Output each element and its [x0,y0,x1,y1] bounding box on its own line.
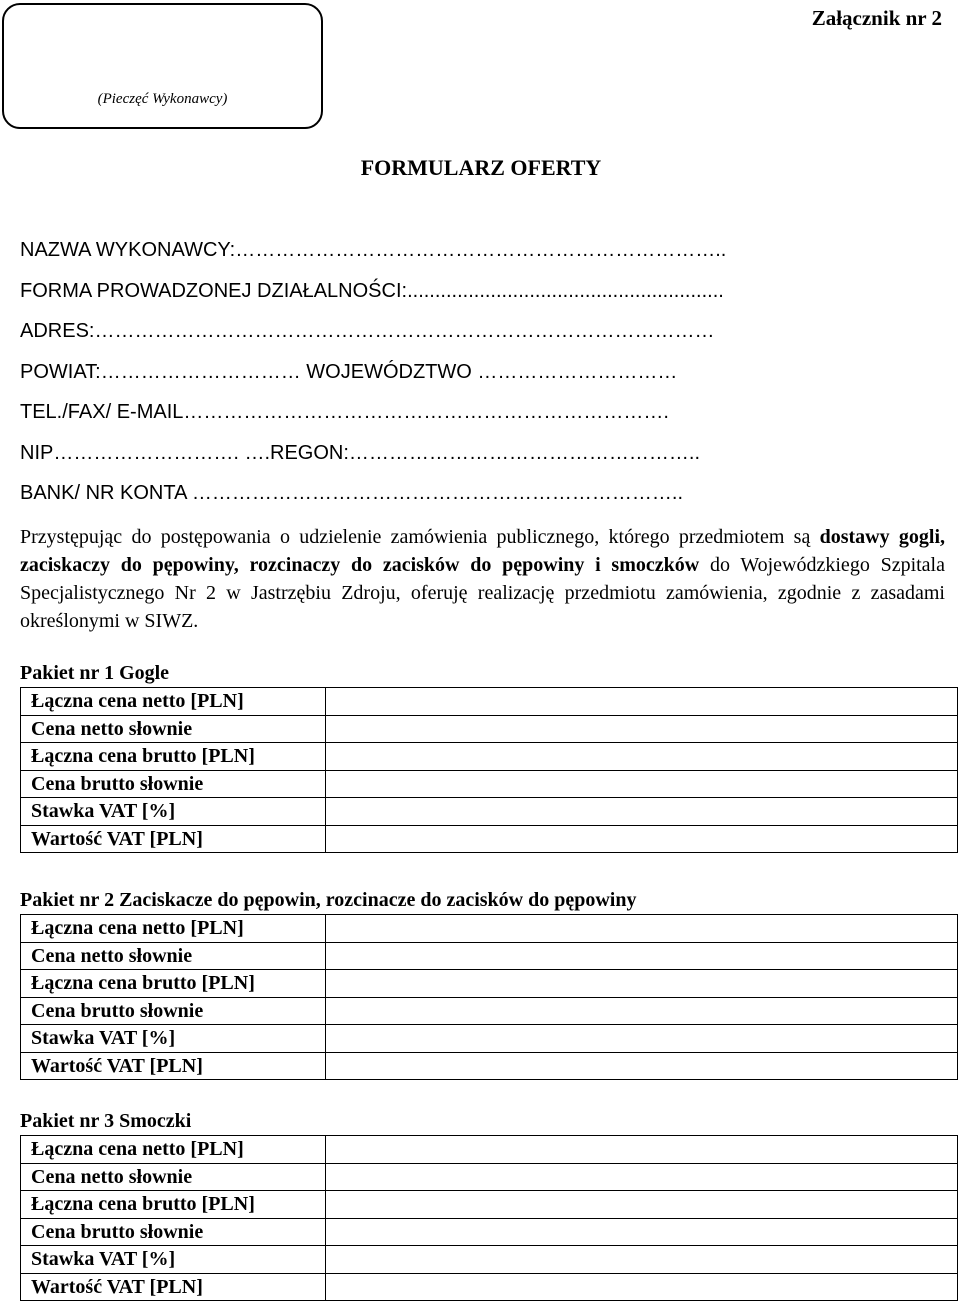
table-row [21,715,958,743]
value-cell[interactable] [325,1052,957,1080]
attachment-label: Załącznik nr 2 [811,6,942,30]
row-label: Cena netto słownie [21,1163,326,1191]
table-row [21,997,958,1025]
pakiet-2-table [20,914,958,1080]
table-row [21,1025,958,1053]
table-row [21,1136,958,1164]
table-row [21,1218,958,1246]
row-label: Łączna cena netto [PLN] [21,688,326,716]
row-label: Stawka VAT [%] [21,1246,326,1274]
row-label: Cena netto słownie [21,715,326,743]
stamp-caption: (Pieczęć Wykonawcy) [97,91,228,107]
row-label: Łączna cena brutto [PLN] [21,743,326,771]
pakiet-1-title: Pakiet nr 1 Gogle [20,662,170,684]
pakiet-3-table [20,1135,958,1301]
value-cell[interactable] [325,688,957,716]
field-address[interactable]: ADRES:………………………………………………………………………………… [20,320,715,342]
table-row [21,1163,958,1191]
value-cell[interactable] [325,715,957,743]
row-label: Wartość VAT [PLN] [21,825,326,853]
field-business-form[interactable]: FORMA PROWADZONEJ DZIAŁALNOŚCI:......................................................... [20,279,724,302]
field-county-voivodeship[interactable]: POWIAT:………………………… WOJEWÓDZTWO ………………………… [20,360,678,383]
row-label: Łączna cena brutto [PLN] [21,970,326,998]
company-stamp-box [2,3,323,129]
value-cell[interactable] [325,1025,957,1053]
value-cell[interactable] [325,915,957,943]
row-label: Cena netto słownie [21,942,326,970]
value-cell[interactable] [325,770,957,798]
table-row [21,942,958,970]
row-label: Łączna cena netto [PLN] [21,915,326,943]
table-row [21,688,958,716]
value-cell[interactable] [325,997,957,1025]
row-label: Cena brutto słownie [21,997,326,1025]
contractor-fields [20,236,945,520]
value-cell[interactable] [325,1218,957,1246]
row-label: Wartość VAT [PLN] [21,1273,326,1301]
table-row [21,1273,958,1301]
table-row [21,970,958,998]
row-label: Cena brutto słownie [21,1218,326,1246]
value-cell[interactable] [325,970,957,998]
row-label: Wartość VAT [PLN] [21,1052,326,1080]
value-cell[interactable] [325,1273,957,1301]
value-cell[interactable] [325,798,957,826]
pakiet-3-title: Pakiet nr 3 Smoczki [20,1110,192,1132]
value-cell[interactable] [325,1246,957,1274]
row-label: Łączna cena brutto [PLN] [21,1191,326,1219]
value-cell[interactable] [325,1136,957,1164]
intro-paragraph [20,523,945,635]
pakiet-1-table [20,687,958,853]
table-row [21,1052,958,1080]
pakiet-2-title: Pakiet nr 2 Zaciskacze do pępowin, rozcinacze do zacisków do pępowiny [20,889,637,911]
form-title: FORMULARZ OFERTY [360,155,602,180]
value-cell[interactable] [325,1191,957,1219]
row-label: Cena brutto słownie [21,770,326,798]
table-row [21,825,958,853]
intro-text-2: do Wojewódzkiego Szpitala Specjalistycznego Nr 2 w Jastrzębiu Zdroju, oferuję realizację przedmiotu zamówienia, zgodnie z zasadami określonymi w SIWZ. [20,554,945,632]
row-label: Łączna cena netto [PLN] [21,1136,326,1164]
row-label: Stawka VAT [%] [21,798,326,826]
table-row [21,743,958,771]
value-cell[interactable] [325,942,957,970]
value-cell[interactable] [325,1163,957,1191]
table-row [21,1246,958,1274]
table-row [21,770,958,798]
table-row [21,798,958,826]
row-label: Stawka VAT [%] [21,1025,326,1053]
value-cell[interactable] [325,743,957,771]
intro-subject: dostawy gogli, zaciskaczy do pępowiny, rozcinaczy do zacisków do pępowiny i smoczków [20,526,945,576]
field-company-name[interactable]: NAZWA WYKONAWCY:……………………………………………………………….. [20,239,727,261]
field-bank-account[interactable]: BANK/ NR KONTA ……………………………………………………………….. [20,482,683,504]
field-nip-regon[interactable]: NIP………………………. ….REGON:…………………………………………….. [20,441,701,464]
field-contact[interactable]: TEL./FAX/ E-MAIL………………………………………………………………. [20,401,669,423]
value-cell[interactable] [325,825,957,853]
intro-text-1: Przystępując do postępowania o udzielenie zamówienia publicznego, którego przedmiotem są [20,526,820,548]
table-row [21,1191,958,1219]
table-row [21,915,958,943]
